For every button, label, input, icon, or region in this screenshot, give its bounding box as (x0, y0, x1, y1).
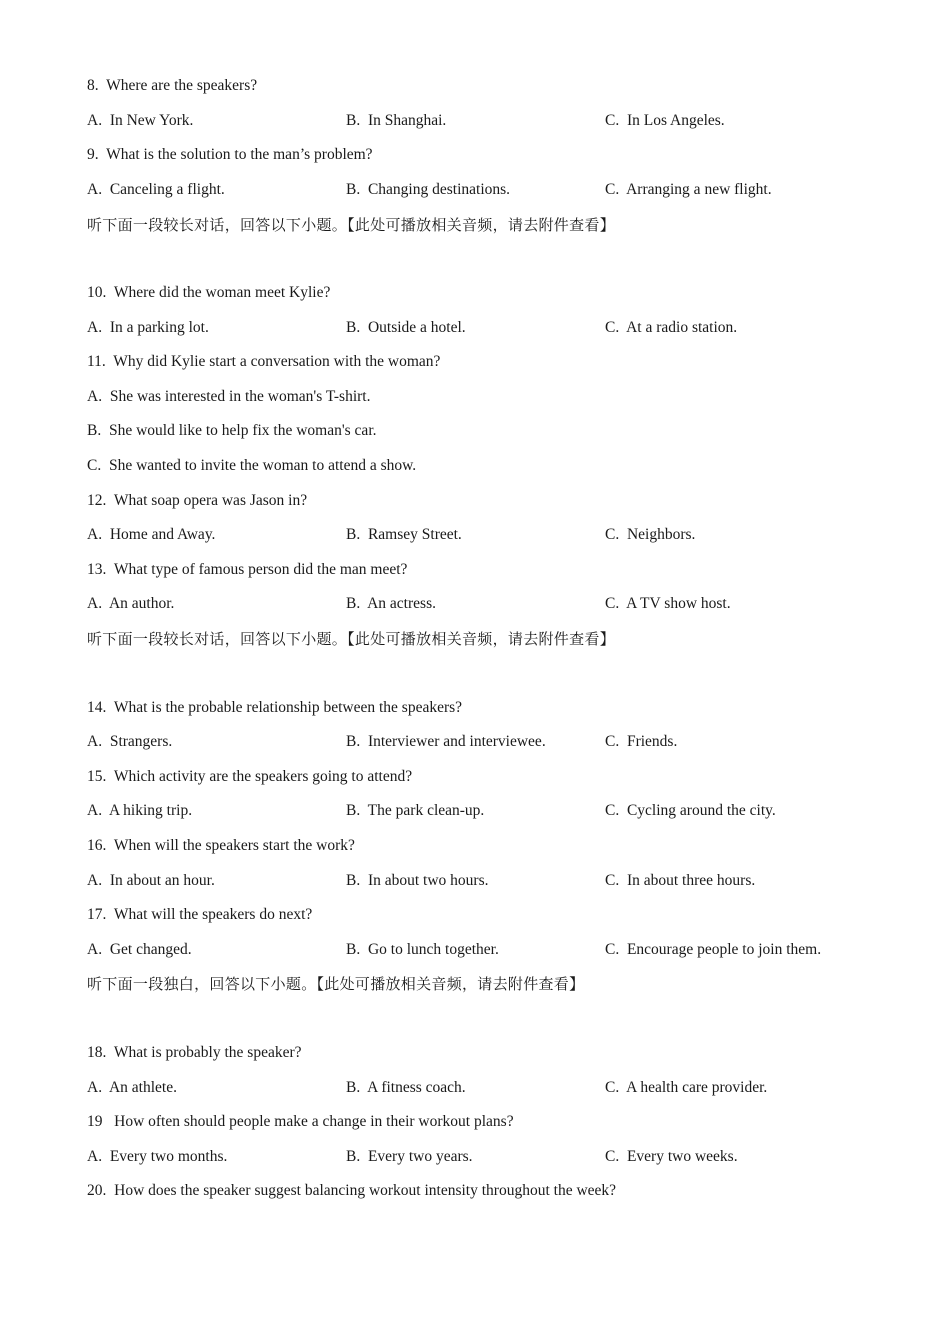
question-13: 13. What type of famous person did the man meet? (87, 561, 408, 578)
option-c: C. Friends. (605, 733, 678, 750)
options-15 (0, 801, 950, 821)
option-a: A. A hiking trip. (87, 802, 193, 819)
option-b: B. An actress. (346, 595, 436, 612)
option-c: C. Arranging a new flight. (605, 181, 772, 198)
options-17 (0, 940, 950, 960)
options-16 (0, 871, 950, 891)
question-14: 14. What is the probable relationship between the speakers? (87, 699, 463, 716)
option-b: B. Outside a hotel. (346, 319, 466, 336)
options-14 (0, 732, 950, 752)
options-13 (0, 594, 950, 614)
question-9: 9. What is the solution to the man’s problem? (87, 146, 373, 163)
option-a: A. Home and Away. (87, 526, 216, 543)
question-16: 16. When will the speakers start the work? (87, 837, 355, 854)
listening-instruction: 听下面一段较长对话，回答以下小题。【此处可播放相关音频，请去附件查看】 (87, 216, 616, 234)
option-b: B. In about two hours. (346, 872, 489, 889)
option-c: C. Every two weeks. (605, 1148, 738, 1165)
options-9 (0, 180, 950, 200)
option-a: A. An athlete. (87, 1079, 177, 1096)
option-c: C. Neighbors. (605, 526, 696, 543)
option-c: C. In about three hours. (605, 872, 756, 889)
option-a: A. She was interested in the woman's T-shirt. (87, 388, 371, 405)
question-18: 18. What is probably the speaker? (87, 1044, 302, 1061)
question-10: 10. Where did the woman meet Kylie? (87, 284, 331, 301)
question-15: 15. Which activity are the speakers going to attend? (87, 768, 413, 785)
question-8: 8. Where are the speakers? (87, 77, 258, 94)
option-c: C. A TV show host. (605, 595, 731, 612)
options-10 (0, 318, 950, 338)
option-a: A. In a parking lot. (87, 319, 209, 336)
options-19 (0, 1147, 950, 1167)
question-19: 19 How often should people make a change in their workout plans? (87, 1113, 514, 1130)
question-20: 20. How does the speaker suggest balancing workout intensity throughout the week? (87, 1182, 617, 1199)
option-a: A. Strangers. (87, 733, 173, 750)
option-b: B. Interviewer and interviewee. (346, 733, 546, 750)
option-b: B. A fitness coach. (346, 1079, 466, 1096)
option-a: A. An author. (87, 595, 175, 612)
option-c: C. A health care provider. (605, 1079, 768, 1096)
option-c: C. In Los Angeles. (605, 112, 725, 129)
option-a: A. Every two months. (87, 1148, 228, 1165)
question-17: 17. What will the speakers do next? (87, 906, 313, 923)
options-18 (0, 1078, 950, 1098)
option-b: B. She would like to help fix the woman's car. (87, 422, 377, 439)
option-a: A. Canceling a flight. (87, 181, 225, 198)
option-b: B. Ramsey Street. (346, 526, 462, 543)
listening-instruction: 听下面一段独白，回答以下小题。【此处可播放相关音频，请去附件查看】 (87, 975, 585, 993)
options-8 (0, 111, 950, 131)
option-a: A. Get changed. (87, 941, 192, 958)
option-c: C. At a radio station. (605, 319, 738, 336)
option-c: C. Cycling around the city. (605, 802, 776, 819)
option-b: B. Go to lunch together. (346, 941, 499, 958)
option-c: C. Encourage people to join them. (605, 941, 822, 958)
option-b: B. Every two years. (346, 1148, 473, 1165)
option-a: A. In New York. (87, 112, 194, 129)
option-a: A. In about an hour. (87, 872, 215, 889)
option-b: B. Changing destinations. (346, 181, 511, 198)
listening-instruction: 听下面一段较长对话，回答以下小题。【此处可播放相关音频，请去附件查看】 (87, 630, 616, 648)
options-12 (0, 525, 950, 545)
question-11: 11. Why did Kylie start a conversation with the woman? (87, 353, 441, 370)
option-b: B. The park clean-up. (346, 802, 485, 819)
option-c: C. She wanted to invite the woman to attend a show. (87, 457, 417, 474)
option-b: B. In Shanghai. (346, 112, 447, 129)
question-12: 12. What soap opera was Jason in? (87, 492, 308, 509)
